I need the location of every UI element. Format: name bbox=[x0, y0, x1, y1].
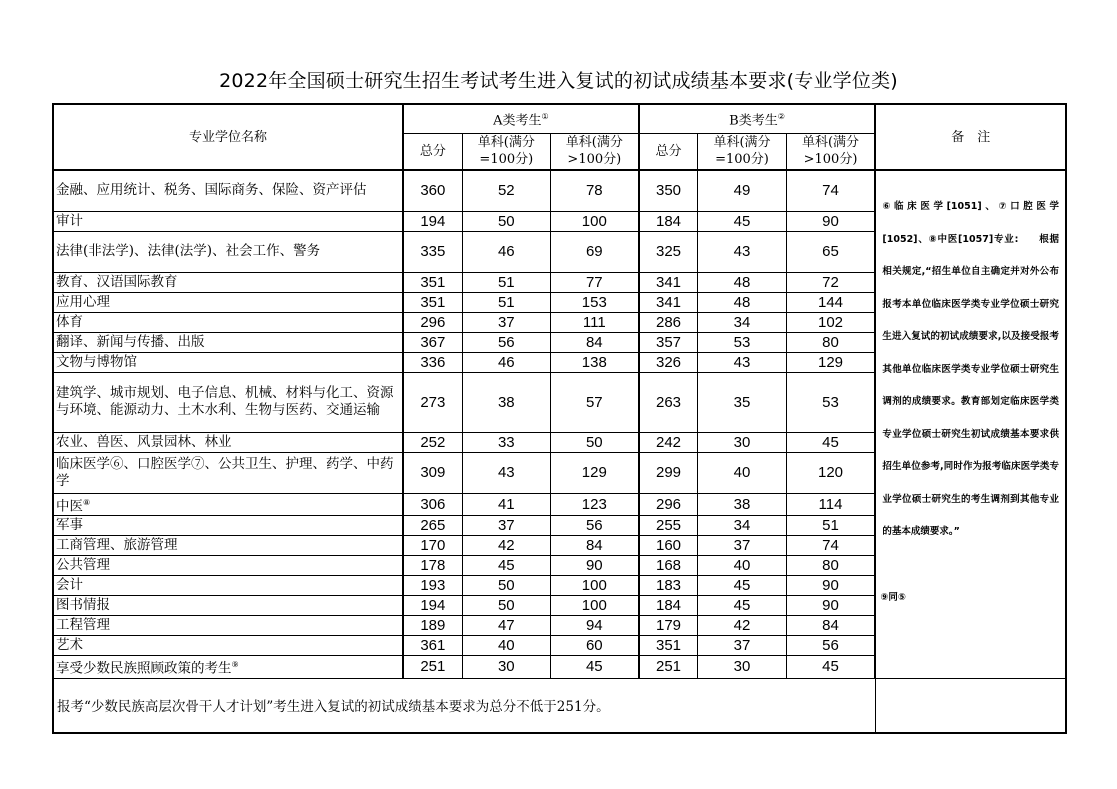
score-cell-a-single-gt100: 100 bbox=[550, 576, 638, 596]
header-b-single-gt100: 单科(满分 >100分) bbox=[786, 133, 875, 170]
score-cell-a-single-100: 42 bbox=[462, 536, 550, 556]
score-cell-a-single-gt100: 129 bbox=[550, 452, 638, 493]
score-cell-a-total: 193 bbox=[403, 576, 462, 596]
score-table bbox=[52, 103, 1067, 734]
score-cell-a-single-100: 50 bbox=[462, 596, 550, 616]
score-cell-b-single-gt100: 114 bbox=[786, 493, 875, 516]
score-cell-a-single-gt100: 90 bbox=[550, 556, 638, 576]
score-cell-b-single-gt100: 102 bbox=[786, 312, 875, 332]
score-cell-a-single-gt100: 94 bbox=[550, 616, 638, 636]
score-cell-a-single-100: 41 bbox=[462, 493, 550, 516]
major-name-cell: 法律(非法学)、法律(法学)、社会工作、警务 bbox=[53, 231, 403, 272]
major-name-cell: 军事 bbox=[53, 516, 403, 536]
score-cell-a-total: 367 bbox=[403, 332, 462, 352]
score-cell-a-single-100: 30 bbox=[462, 656, 550, 679]
remark-same-as-note: ⑨同⑤ bbox=[880, 591, 906, 603]
score-cell-a-total: 189 bbox=[403, 616, 462, 636]
score-cell-a-single-gt100: 77 bbox=[550, 272, 638, 292]
score-cell-b-single-gt100: 144 bbox=[786, 292, 875, 312]
score-cell-b-single-100: 34 bbox=[698, 516, 786, 536]
score-cell-b-total: 168 bbox=[639, 556, 698, 576]
score-cell-b-single-100: 42 bbox=[698, 616, 786, 636]
score-cell-b-total: 184 bbox=[639, 596, 698, 616]
score-cell-a-single-100: 46 bbox=[462, 352, 550, 372]
score-cell-a-total: 351 bbox=[403, 272, 462, 292]
score-cell-b-total: 296 bbox=[639, 493, 698, 516]
score-cell-a-single-100: 43 bbox=[462, 452, 550, 493]
major-name-cell: 体育 bbox=[53, 312, 403, 332]
score-cell-a-single-gt100: 60 bbox=[550, 636, 638, 656]
score-cell-b-single-gt100: 56 bbox=[786, 636, 875, 656]
score-cell-a-single-gt100: 78 bbox=[550, 170, 638, 211]
score-cell-b-single-100: 30 bbox=[698, 432, 786, 452]
major-name-cell: 翻译、新闻与传播、出版 bbox=[53, 332, 403, 352]
remark-cell bbox=[875, 170, 1066, 678]
score-cell-a-total: 194 bbox=[403, 596, 462, 616]
score-cell-a-single-100: 51 bbox=[462, 292, 550, 312]
score-cell-b-single-100: 34 bbox=[698, 312, 786, 332]
score-cell-a-single-100: 47 bbox=[462, 616, 550, 636]
header-a-single-100: 单科(满分 =100分) bbox=[462, 133, 550, 170]
score-cell-a-single-gt100: 69 bbox=[550, 231, 638, 272]
header-major-name: 专业学位名称 bbox=[53, 104, 403, 170]
score-cell-b-single-100: 43 bbox=[698, 231, 786, 272]
table-row bbox=[53, 170, 1066, 211]
score-cell-a-total: 360 bbox=[403, 170, 462, 211]
score-cell-a-total: 251 bbox=[403, 656, 462, 679]
header-group-a: A类考生① bbox=[403, 104, 639, 133]
score-cell-a-single-100: 50 bbox=[462, 211, 550, 231]
major-name-cell: 教育、汉语国际教育 bbox=[53, 272, 403, 292]
major-name-cell: 会计 bbox=[53, 576, 403, 596]
score-cell-b-total: 183 bbox=[639, 576, 698, 596]
score-cell-a-total: 335 bbox=[403, 231, 462, 272]
score-cell-a-total: 296 bbox=[403, 312, 462, 332]
score-cell-a-single-gt100: 138 bbox=[550, 352, 638, 372]
score-cell-b-total: 286 bbox=[639, 312, 698, 332]
score-cell-a-total: 351 bbox=[403, 292, 462, 312]
score-cell-a-single-gt100: 123 bbox=[550, 493, 638, 516]
remark-clinical-body: 根据相关规定,“招生单位自主确定并对外公布报考本单位临床医学类专业学位硕士研究生进入复试的初试成绩要求,以及接受报考其他单位临床医学类专业学位硕士研究生调剂的成绩要求。教育部划定临床医学类专业学位硕士研究生初试成绩基本要求供招生单位参考,同时作为报考临床医学类专业学位硕士研究生的考生调剂到其他专业的基本成绩要求。” bbox=[882, 233, 1059, 537]
score-cell-b-single-100: 35 bbox=[698, 372, 786, 432]
score-cell-a-single-gt100: 56 bbox=[550, 516, 638, 536]
score-cell-b-single-100: 30 bbox=[698, 656, 786, 679]
major-name-cell: 农业、兽医、风景园林、林业 bbox=[53, 432, 403, 452]
score-cell-b-total: 341 bbox=[639, 292, 698, 312]
score-cell-a-total: 252 bbox=[403, 432, 462, 452]
score-cell-a-single-100: 33 bbox=[462, 432, 550, 452]
score-cell-b-single-gt100: 80 bbox=[786, 332, 875, 352]
score-cell-b-single-100: 45 bbox=[698, 576, 786, 596]
score-cell-a-single-100: 51 bbox=[462, 272, 550, 292]
score-cell-b-total: 350 bbox=[639, 170, 698, 211]
score-cell-a-total: 265 bbox=[403, 516, 462, 536]
score-cell-b-single-gt100: 53 bbox=[786, 372, 875, 432]
header-b-single-100: 单科(满分 =100分) bbox=[698, 133, 786, 170]
score-cell-b-total: 242 bbox=[639, 432, 698, 452]
score-cell-b-single-gt100: 72 bbox=[786, 272, 875, 292]
footnote-row bbox=[53, 678, 1066, 733]
score-cell-b-total: 299 bbox=[639, 452, 698, 493]
remark-clinical-heading: ⑥临床医学[1051]、⑦口腔医学[1052]、⑧中医[1057]专业: bbox=[882, 201, 1059, 245]
score-cell-b-single-gt100: 84 bbox=[786, 616, 875, 636]
score-cell-b-single-gt100: 51 bbox=[786, 516, 875, 536]
score-cell-b-single-100: 49 bbox=[698, 170, 786, 211]
score-cell-a-single-gt100: 57 bbox=[550, 372, 638, 432]
score-cell-a-single-100: 52 bbox=[462, 170, 550, 211]
score-cell-b-single-gt100: 65 bbox=[786, 231, 875, 272]
header-a-total: 总分 bbox=[403, 133, 462, 170]
major-name-cell: 文物与博物馆 bbox=[53, 352, 403, 372]
score-cell-b-total: 325 bbox=[639, 231, 698, 272]
score-cell-a-single-100: 45 bbox=[462, 556, 550, 576]
score-cell-a-total: 309 bbox=[403, 452, 462, 493]
score-cell-b-single-gt100: 90 bbox=[786, 211, 875, 231]
score-cell-b-total: 179 bbox=[639, 616, 698, 636]
major-name-cell: 公共管理 bbox=[53, 556, 403, 576]
group-a-footnote-mark: ① bbox=[541, 112, 549, 122]
header-row-1 bbox=[53, 104, 1066, 133]
score-cell-a-single-gt100: 45 bbox=[550, 656, 638, 679]
score-cell-b-single-100: 40 bbox=[698, 452, 786, 493]
score-cell-b-single-gt100: 45 bbox=[786, 656, 875, 679]
score-cell-b-single-100: 45 bbox=[698, 211, 786, 231]
score-cell-a-total: 194 bbox=[403, 211, 462, 231]
major-name-cell: 应用心理 bbox=[53, 292, 403, 312]
score-cell-b-single-gt100: 90 bbox=[786, 576, 875, 596]
score-cell-a-single-100: 56 bbox=[462, 332, 550, 352]
score-cell-b-single-gt100: 120 bbox=[786, 452, 875, 493]
major-name-cell: 中医⑧ bbox=[53, 493, 403, 516]
score-cell-a-single-gt100: 100 bbox=[550, 596, 638, 616]
score-cell-b-single-100: 37 bbox=[698, 636, 786, 656]
score-cell-a-total: 361 bbox=[403, 636, 462, 656]
score-cell-b-single-100: 40 bbox=[698, 556, 786, 576]
remark-clinical-note bbox=[876, 171, 1065, 549]
score-cell-b-total: 341 bbox=[639, 272, 698, 292]
major-name-cell: 工程管理 bbox=[53, 616, 403, 636]
score-cell-a-total: 178 bbox=[403, 556, 462, 576]
footnote-mark: ⑨ bbox=[231, 660, 239, 669]
score-cell-a-single-100: 50 bbox=[462, 576, 550, 596]
footnote-mark: ⑧ bbox=[83, 497, 91, 507]
score-cell-b-single-gt100: 129 bbox=[786, 352, 875, 372]
score-cell-b-single-100: 48 bbox=[698, 292, 786, 312]
score-cell-a-single-gt100: 84 bbox=[550, 332, 638, 352]
score-cell-a-single-100: 40 bbox=[462, 636, 550, 656]
score-cell-a-single-gt100: 84 bbox=[550, 536, 638, 556]
score-cell-a-single-gt100: 100 bbox=[550, 211, 638, 231]
score-cell-b-total: 326 bbox=[639, 352, 698, 372]
header-a-single-gt100: 单科(满分 >100分) bbox=[550, 133, 638, 170]
footnote-text: 报考“少数民族高层次骨干人才计划”考生进入复试的初试成绩基本要求为总分不低于251分。 bbox=[53, 678, 875, 733]
page-title: 2022年全国硕士研究生招生考试考生进入复试的初试成绩基本要求(专业学位类) bbox=[219, 70, 898, 92]
major-name-cell: 图书情报 bbox=[53, 596, 403, 616]
major-name-cell: 工商管理、旅游管理 bbox=[53, 536, 403, 556]
score-cell-b-total: 351 bbox=[639, 636, 698, 656]
score-cell-b-single-100: 45 bbox=[698, 596, 786, 616]
score-cell-a-total: 170 bbox=[403, 536, 462, 556]
score-cell-b-single-gt100: 45 bbox=[786, 432, 875, 452]
score-cell-b-total: 251 bbox=[639, 656, 698, 679]
major-name-cell: 金融、应用统计、税务、国际商务、保险、资产评估 bbox=[53, 170, 403, 211]
score-cell-a-single-gt100: 153 bbox=[550, 292, 638, 312]
score-cell-b-single-100: 43 bbox=[698, 352, 786, 372]
score-cell-b-total: 263 bbox=[639, 372, 698, 432]
group-b-footnote-mark: ② bbox=[777, 112, 785, 122]
score-cell-b-single-100: 38 bbox=[698, 493, 786, 516]
score-cell-a-total: 273 bbox=[403, 372, 462, 432]
score-cell-a-total: 336 bbox=[403, 352, 462, 372]
score-cell-b-total: 357 bbox=[639, 332, 698, 352]
score-cell-a-single-100: 37 bbox=[462, 516, 550, 536]
score-cell-a-single-gt100: 50 bbox=[550, 432, 638, 452]
major-name-cell: 艺术 bbox=[53, 636, 403, 656]
score-cell-a-single-100: 38 bbox=[462, 372, 550, 432]
score-cell-b-single-gt100: 80 bbox=[786, 556, 875, 576]
header-b-total: 总分 bbox=[639, 133, 698, 170]
score-cell-b-single-100: 53 bbox=[698, 332, 786, 352]
score-cell-a-single-100: 37 bbox=[462, 312, 550, 332]
score-cell-b-single-100: 37 bbox=[698, 536, 786, 556]
header-remark: 备 注 bbox=[875, 104, 1066, 170]
major-name-cell: 审计 bbox=[53, 211, 403, 231]
score-cell-b-single-100: 48 bbox=[698, 272, 786, 292]
score-cell-b-single-gt100: 74 bbox=[786, 170, 875, 211]
score-cell-b-single-gt100: 74 bbox=[786, 536, 875, 556]
footnote-remark-blank bbox=[875, 678, 1066, 733]
header-group-b: B类考生② bbox=[639, 104, 876, 133]
score-cell-a-single-100: 46 bbox=[462, 231, 550, 272]
major-name-cell: 建筑学、城市规划、电子信息、机械、材料与化工、资源与环境、能源动力、土木水利、生物与医药、交通运输 bbox=[53, 372, 403, 432]
score-cell-b-total: 184 bbox=[639, 211, 698, 231]
score-cell-a-total: 306 bbox=[403, 493, 462, 516]
score-cell-a-single-gt100: 111 bbox=[550, 312, 638, 332]
score-cell-b-total: 160 bbox=[639, 536, 698, 556]
major-name-cell: 享受少数民族照顾政策的考生⑨ bbox=[53, 656, 403, 679]
major-name-cell: 临床医学⑥、口腔医学⑦、公共卫生、护理、药学、中药学 bbox=[53, 452, 403, 493]
score-cell-b-total: 255 bbox=[639, 516, 698, 536]
score-cell-b-single-gt100: 90 bbox=[786, 596, 875, 616]
